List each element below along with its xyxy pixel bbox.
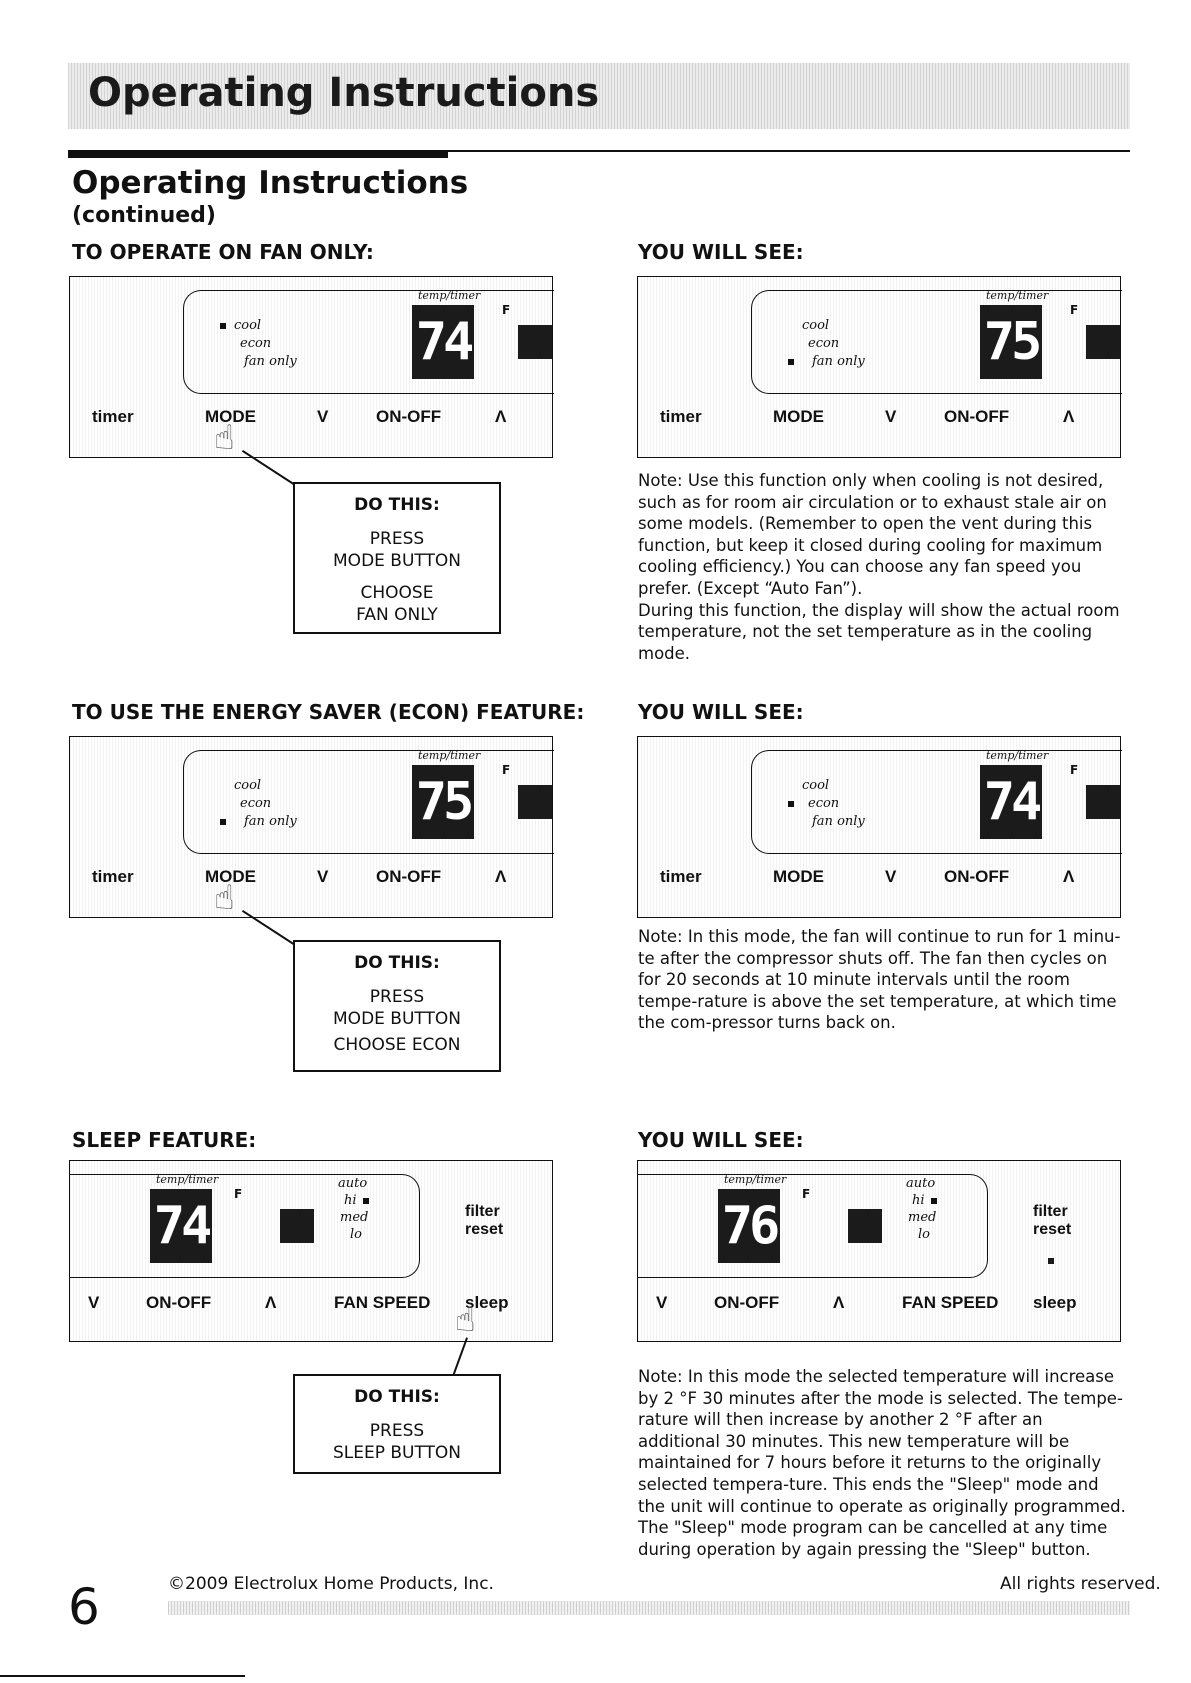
temp-timer-label: temp/timer <box>156 1173 219 1186</box>
mode-indicator-econ <box>788 335 865 353</box>
heading-rule-thick <box>68 150 448 158</box>
you-will-see-2: YOU WILL SEE: <box>638 700 804 724</box>
temperature-display: 74 <box>412 305 474 379</box>
fan-level-label: hi <box>912 1193 925 1208</box>
mode-button[interactable]: MODE <box>205 407 256 426</box>
mode-label: cool <box>802 318 830 333</box>
sleep-button[interactable]: sleep <box>465 1293 509 1312</box>
do-this-line: CHOOSE ECON <box>333 1035 461 1055</box>
up-button[interactable]: Λ <box>1063 407 1075 426</box>
display-area <box>70 1174 420 1278</box>
unit-label: F <box>234 1187 243 1201</box>
do-this-line: PRESS <box>369 529 425 549</box>
temperature-display: 74 <box>980 765 1042 839</box>
indicator-dot <box>788 801 794 807</box>
fan-level-hi <box>906 1192 937 1209</box>
display-area <box>183 750 554 854</box>
temperature-display: 75 <box>412 765 474 839</box>
temp-timer-label: temp/timer <box>986 749 1049 762</box>
section-title-econ: TO USE THE ENERGY SAVER (ECON) FEATURE: <box>72 700 585 724</box>
do-this-line: MODE BUTTON <box>333 1009 461 1029</box>
mode-indicator-econ <box>220 795 297 813</box>
mode-label: fan only <box>244 814 297 829</box>
mode-indicator-fan-only <box>220 813 297 831</box>
temperature-display: 74 <box>150 1189 212 1263</box>
section-title-fan-only: TO OPERATE ON FAN ONLY: <box>72 240 374 264</box>
unit-label: F <box>802 1187 811 1201</box>
do-this-line: CHOOSE <box>360 583 434 603</box>
do-this-box-econ <box>293 940 501 1072</box>
indicator-dot <box>363 1198 369 1204</box>
control-panel-sleep-before <box>69 1160 553 1342</box>
footer-bar <box>168 1601 1130 1615</box>
up-button[interactable]: Λ <box>495 407 507 426</box>
note-text: Note: In this mode the selected temperature will increase by 2 °F 30 minutes after the mode is selected. The tempe-rature will then increase by another 2 °F after an additional 30 minutes. This new temperature will be maintained for 7 hours before it returns to the originally selected tempera-ture. This ends the "Sleep" mode and the unit will continue to operate as originally programmed. The "Sleep" mode program can be cancelled at any time during operation by again pressing the "Sleep" button. <box>638 1367 1126 1559</box>
mode-button[interactable]: MODE <box>773 407 824 426</box>
temp-timer-label: temp/timer <box>418 289 481 302</box>
pointing-hand-icon: ☝ <box>214 418 235 458</box>
mode-label: econ <box>808 336 840 351</box>
you-will-see-3: YOU WILL SEE: <box>638 1128 804 1152</box>
mode-indicator-cool <box>220 777 297 795</box>
temp-timer-label: temp/timer <box>986 289 1049 302</box>
fan-level-hi <box>338 1192 369 1209</box>
up-button[interactable]: Λ <box>1063 867 1075 886</box>
on-off-button[interactable]: ON-OFF <box>944 867 1010 886</box>
sleep-button[interactable]: sleep <box>1033 1293 1077 1312</box>
down-button[interactable]: V <box>317 407 329 426</box>
temp-timer-label: temp/timer <box>418 749 481 762</box>
on-off-button[interactable]: ON-OFF <box>376 407 442 426</box>
unit-label: F <box>1070 303 1079 317</box>
do-this-box-sleep <box>293 1374 501 1474</box>
mode-label: fan only <box>812 814 865 829</box>
display-indicator <box>848 1209 882 1243</box>
do-this-line: PRESS <box>369 1421 425 1441</box>
fan-level-lo <box>338 1226 369 1243</box>
mode-label: econ <box>240 336 272 351</box>
do-this-title: DO THIS: <box>354 953 440 973</box>
down-button[interactable]: V <box>885 407 897 426</box>
up-button[interactable]: Λ <box>265 1293 277 1312</box>
note-text: During this function, the display will show the actual room temperature, not the set temperature as in the cooling mode. <box>638 600 1120 663</box>
unit-label: F <box>502 303 511 317</box>
timer-button[interactable]: timer <box>92 407 134 426</box>
mode-indicator-fan-only <box>788 813 865 831</box>
down-button[interactable]: V <box>317 867 329 886</box>
mode-label: fan only <box>244 354 297 369</box>
indicator-dot <box>931 1198 937 1204</box>
display-area <box>751 290 1122 394</box>
do-this-line: MODE BUTTON <box>333 551 461 571</box>
mode-indicators <box>788 777 865 831</box>
mode-indicators <box>220 777 297 831</box>
display-indicator <box>1086 325 1120 359</box>
filter-label: filter <box>465 1203 500 1220</box>
page-subtitle: (continued) <box>72 203 216 228</box>
display-area <box>183 290 554 394</box>
do-this-title: DO THIS: <box>354 1387 440 1407</box>
section-title-sleep: SLEEP FEATURE: <box>72 1128 257 1152</box>
fan-speed-indicators <box>338 1175 369 1243</box>
display-area <box>638 1174 988 1278</box>
do-this-title: DO THIS: <box>354 495 440 515</box>
fan-level-med <box>906 1209 937 1226</box>
mode-indicators <box>220 317 297 371</box>
fan-level-label: med <box>340 1210 369 1225</box>
mode-button[interactable]: MODE <box>205 867 256 886</box>
down-button[interactable]: V <box>88 1293 100 1312</box>
mode-label: cool <box>234 778 262 793</box>
mode-label: econ <box>808 796 840 811</box>
mode-indicator-econ <box>220 335 297 353</box>
control-panel-econ-before <box>69 736 553 918</box>
mode-indicator-cool <box>788 317 865 335</box>
temperature-display: 75 <box>980 305 1042 379</box>
fan-level-label: med <box>908 1210 937 1225</box>
do-this-box-fan-only <box>293 482 501 634</box>
mode-indicator-cool <box>220 317 297 335</box>
indicator-dot <box>788 359 794 365</box>
on-off-button[interactable]: ON-OFF <box>944 407 1010 426</box>
mode-label: econ <box>240 796 272 811</box>
mode-indicator-econ <box>788 795 865 813</box>
up-button[interactable]: Λ <box>495 867 507 886</box>
control-panel-econ-after <box>637 736 1121 918</box>
note-econ <box>638 926 1128 1034</box>
timer-button[interactable]: timer <box>660 407 702 426</box>
mode-label: cool <box>802 778 830 793</box>
up-button[interactable]: Λ <box>833 1293 845 1312</box>
banner-title: Operating Instructions <box>88 70 600 116</box>
pointing-hand-icon: ☝ <box>214 878 235 918</box>
mode-indicators <box>788 317 865 371</box>
fan-speed-indicators <box>906 1175 937 1243</box>
fan-level-label: auto <box>338 1176 368 1191</box>
do-this-line: FAN ONLY <box>356 605 438 625</box>
on-off-button[interactable]: ON-OFF <box>146 1293 212 1312</box>
control-panel-fan-only-before <box>69 276 553 458</box>
fan-level-label: auto <box>906 1176 936 1191</box>
down-button[interactable]: V <box>885 867 897 886</box>
control-panel-fan-only-after <box>637 276 1121 458</box>
fan-level-auto <box>906 1175 937 1192</box>
control-panel-sleep-after <box>637 1160 1121 1342</box>
fan-level-label: hi <box>344 1193 357 1208</box>
mode-indicator-fan-only <box>220 353 297 371</box>
note-text: Note: Use this function only when cooling is not desired, such as for room air circulation or to exhaust stale air on some models. (Remember to open the vent during this function, but keep it closed during cooling for maximum cooling efficiency.) You can choose any fan speed you prefer. (Except “Auto Fan”). <box>638 471 1107 598</box>
mode-label: fan only <box>812 354 865 369</box>
filter-reset-button[interactable]: reset <box>1033 1221 1072 1238</box>
mode-label: cool <box>234 318 262 333</box>
timer-button[interactable]: timer <box>660 867 702 886</box>
filter-label: filter <box>1033 1203 1068 1220</box>
do-this-line: SLEEP BUTTON <box>332 1443 462 1463</box>
note-fan-only <box>638 470 1128 664</box>
display-indicator <box>518 325 552 359</box>
rights-reserved: All rights reserved. <box>1000 1574 1161 1594</box>
fan-level-label: lo <box>350 1227 362 1242</box>
fan-level-lo <box>906 1226 937 1243</box>
page-number: 6 <box>68 1578 100 1636</box>
note-text: Note: In this mode, the fan will continue to run for 1 minu-te after the compressor shuts off. The fan then cycles on for 20 seconds at 10 minute intervals until the room tempe-rature is above the set temperature, at which time the com-pressor turns back on. <box>638 927 1121 1033</box>
copyright: ©2009 Electrolux Home Products, Inc. <box>168 1574 494 1594</box>
fan-level-med <box>338 1209 369 1226</box>
you-will-see-1: YOU WILL SEE: <box>638 240 804 264</box>
indicator-dot <box>220 323 226 329</box>
mode-button[interactable]: MODE <box>773 867 824 886</box>
on-off-button[interactable]: ON-OFF <box>376 867 442 886</box>
indicator-dot <box>220 819 226 825</box>
sleep-indicator-dot <box>1048 1258 1054 1264</box>
page-title: Operating Instructions <box>72 165 469 201</box>
fan-level-auto <box>338 1175 369 1192</box>
fan-speed-button[interactable]: FAN SPEED <box>334 1293 431 1312</box>
bottom-rule <box>0 1675 245 1677</box>
timer-button[interactable]: timer <box>92 867 134 886</box>
pointing-hand-icon: ☝ <box>455 1300 476 1340</box>
filter-reset-button[interactable]: reset <box>465 1221 504 1238</box>
display-indicator <box>1086 785 1120 819</box>
fan-level-label: lo <box>918 1227 930 1242</box>
temperature-display: 76 <box>718 1189 780 1263</box>
fan-speed-button[interactable]: FAN SPEED <box>902 1293 999 1312</box>
down-button[interactable]: V <box>656 1293 668 1312</box>
do-this-line: PRESS <box>369 987 425 1007</box>
heading-rule-thin <box>448 150 1130 152</box>
mode-indicator-cool <box>788 777 865 795</box>
unit-label: F <box>502 763 511 777</box>
on-off-button[interactable]: ON-OFF <box>714 1293 780 1312</box>
display-area <box>751 750 1122 854</box>
mode-indicator-fan-only <box>788 353 865 371</box>
note-sleep <box>638 1366 1128 1560</box>
temp-timer-label: temp/timer <box>724 1173 787 1186</box>
unit-label: F <box>1070 763 1079 777</box>
display-indicator <box>280 1209 314 1243</box>
display-indicator <box>518 785 552 819</box>
